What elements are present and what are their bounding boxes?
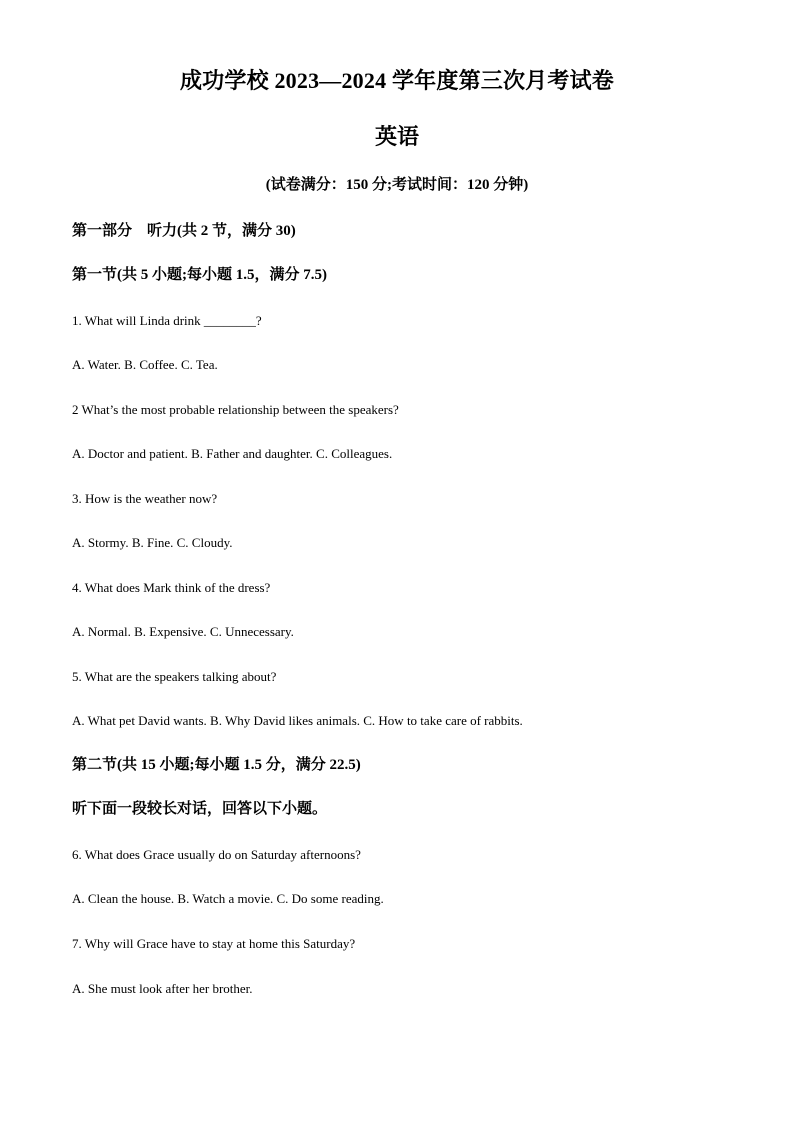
exam-info: (试卷满分：150 分;考试时间：120 分钟) — [265, 177, 529, 193]
question-5: 5. What are the speakers talking about? — [72, 669, 277, 684]
question-4: 4. What does Mark think of the dress? — [72, 580, 271, 595]
options-1: A. Water. B. Coffee. C. Tea. — [72, 357, 218, 372]
section2-instruction: 听下面一段较长对话，回答以下小题。 — [72, 801, 328, 817]
options-4: A. Normal. B. Expensive. C. Unnecessary. — [72, 624, 294, 639]
exam-title: 成功学校 2023—2024 学年度第三次月考试卷 — [179, 68, 614, 93]
options-6: A. Clean the house. B. Watch a movie. C. Do some reading. — [72, 891, 384, 906]
section1-heading: 第一节(共 5 小题;每小题 1.5，满分 7.5) — [72, 267, 327, 283]
question-7: 7. Why will Grace have to stay at home this Saturday? — [72, 936, 356, 951]
part1-heading: 第一部分 听力(共 2 节，满分 30) — [72, 223, 296, 239]
options-5: A. What pet David wants. B. Why David likes animals. C. How to take care of rabbits. — [72, 713, 523, 728]
question-2: 2 What’s the most probable relationship between the speakers? — [72, 402, 399, 417]
question-1: 1. What will Linda drink ________? — [72, 313, 262, 328]
question-3: 3. How is the weather now? — [72, 491, 218, 506]
exam-subject: 英语 — [374, 124, 419, 149]
section2-heading: 第二节(共 15 小题;每小题 1.5 分，满分 22.5) — [72, 757, 361, 773]
options-7: A. She must look after her brother. — [72, 981, 253, 996]
question-6: 6. What does Grace usually do on Saturday afternoons? — [72, 847, 361, 862]
options-2: A. Doctor and patient. B. Father and daughter. C. Colleagues. — [72, 446, 393, 461]
options-3: A. Stormy. B. Fine. C. Cloudy. — [72, 535, 233, 550]
